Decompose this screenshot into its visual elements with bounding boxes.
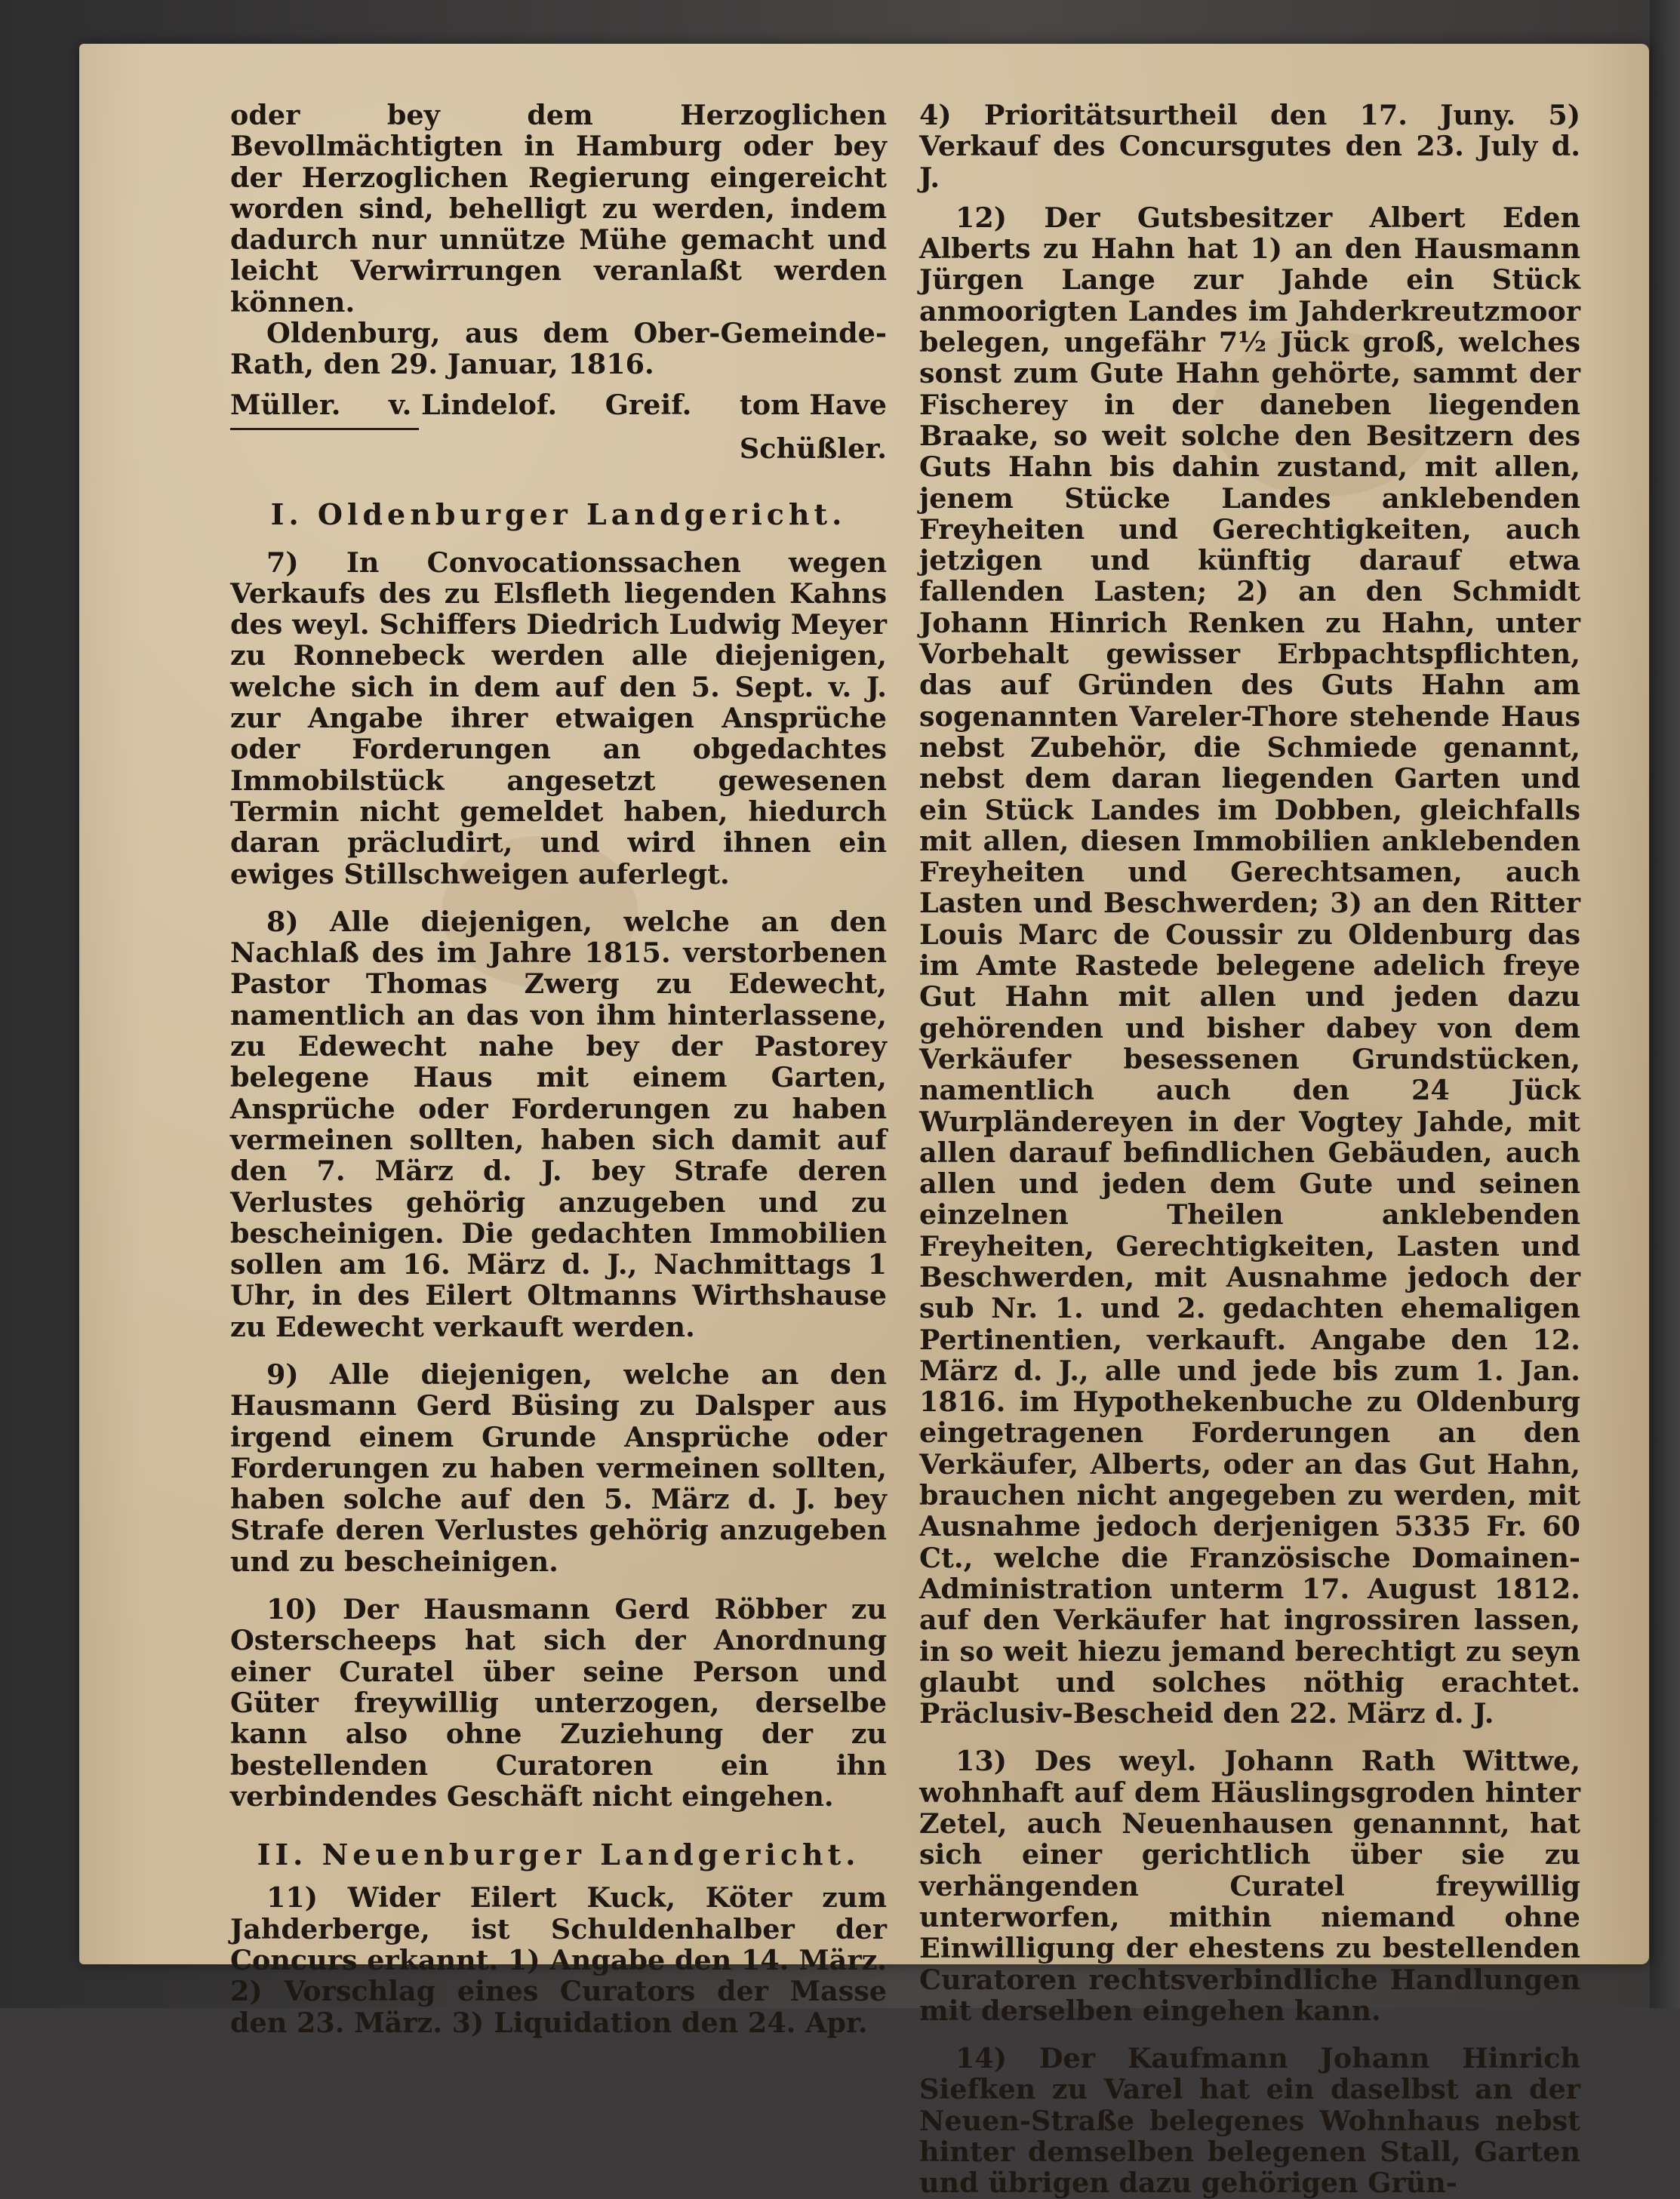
signer: Müller. bbox=[230, 388, 341, 421]
section-heading-2: II. Neuenburger Landgericht. bbox=[257, 1838, 860, 1872]
signer: Greif. bbox=[605, 388, 692, 421]
left-column bbox=[230, 100, 887, 2038]
notice-item-11: 11) Wider Eilert Kuck, Köter zum Jahderberge, ist Schuldenhalber der Concurs erkannt. 1) Angabe den 14. März. 2) Vorschlag eines Curators der Masse den 23. März. 3) Liquidation den 24. Apr. bbox=[230, 1881, 887, 2039]
scan-edge bbox=[1650, 0, 1680, 2008]
notice-item-14: 14) Der Kaufmann Johann Hinrich Siefken zu Varel hat ein daselbst an der Neuen-Straße belegenes Wohnhaus nebst hinter demselben belegenen Stall, Garten und übrigen dazu gehörigen Grün- bbox=[919, 2042, 1580, 2199]
right-column bbox=[919, 100, 1580, 2199]
dateline: Oldenburg, aus dem Ober-Gemeinde-Rath, den 29. Januar, 1816. bbox=[230, 317, 887, 381]
signers-row bbox=[230, 389, 887, 420]
notice-item-8: 8) Alle diejenigen, welche an den Nachlaß des im Jahre 1815. verstorbenen Pastor Thomas Zwerg zu Edewecht, namentlich an das von ihm hinterlassene, zu Edewecht nahe bey der Pastorey belegene Haus mit einem Garten, Ansprüche oder Forderungen zu haben vermeinen sollten, haben sich damit auf den 7. März d. J. bey Strafe deren Verlustes gehörig anzugeben und zu bescheinigen. Die gedachten Immobilien sollen am 16. März d. J., Nachmittags 1 Uhr, in des Eilert Oltmanns Wirthshause zu Edewecht verkauft werden. bbox=[230, 905, 887, 1343]
signer: v. Lindelof. bbox=[389, 388, 558, 421]
notice-item-7: 7) In Convocationssachen wegen Verkaufs des zu Elsfleth liegenden Kahns des weyl. Schiffers Diedrich Ludwig Meyer zu Ronnebeck werden alle diejenigen, welche sich in dem auf den 5. Sept. v. J. zur Angabe ihrer etwaigen Ansprüche oder Forderungen an obgedachtes Immobilstück angesetzt gewesenen Termin nicht gemeldet haben, hiedurch daran präcludirt, und wird ihnen ein ewiges Stillschweigen auferlegt. bbox=[230, 546, 887, 890]
signer-below: Schüßler. bbox=[739, 432, 887, 465]
signature-rule bbox=[230, 428, 419, 430]
opening-paragraph: oder bey dem Herzoglichen Bevollmächtigten in Hamburg oder bey der Herzoglichen Regierung eingereicht worden sind, behelligt zu werden, indem dadurch nur unnütze Mühe gemacht und leicht Verwirrungen veranlaßt werden können. bbox=[230, 99, 887, 318]
notice-item-12: 12) Der Gutsbesitzer Albert Eden Alberts zu Hahn hat 1) an den Hausmann Jürgen Lange zur Jahde ein Stück anmoorigten Landes im Jahderkreutzmoor belegen, ungefähr 7½ Jück groß, welches sonst zum Gute Hahn gehörte, sammt der Fischerey in der daneben liegenden Braake, so weit solche den Besitzern des Guts Hahn bis dahin zustand, mit allen, jenem Stücke Landes anklebenden Freyheiten und Gerechtigkeiten, auch jetzigen und künftig darauf etwa fallenden Lasten; 2) an den Schmidt Johann Hinrich Renken zu Hahn, unter Vorbehalt gewisser Erbpachtspflichten, das auf Gründen des Guts Hahn am sogenannten Vareler-Thore stehende Haus nebst Zubehör, die Schmiede genannt, nebst dem daran liegenden Garten und ein Stück Landes im Dobben, gleichfalls mit allen, diesen Immobilien anklebenden Freyheiten und Gerechtsamen, auch Lasten und Beschwerden; 3) an den Ritter Louis Marc de Coussir zu Oldenburg das im Amte Rastede belegene adelich freye Gut Hahn mit allen und jeden dazu gehörenden und bisher dabey von dem Verkäufer besessenen Grundstücken, namentlich auch den 24 Jück Wurpländereyen in der Vogtey Jahde, mit allen darauf befindlichen Gebäuden, auch allen und jeden dem Gute und seinen einzelnen Theilen anklebenden Freyheiten, Gerechtigkeiten, Lasten und Beschwerden, mit Ausnahme jedoch der sub Nr. 1. und 2. gedachten ehemaligen Pertinentien, verkauft. Angabe den 12. März d. J., alle und jede bis zum 1. Jan. 1816. im Hypothekenbuche zu Oldenburg eingetragenen Forderungen an den Verkäufer, Alberts, oder an das Gut Hahn, brauchen nicht angegeben zu werden, mit Ausnahme jedoch derjenigen 5335 Fr. 60 Ct., welche die Französische Domainen-Administration unterm 17. August 1812. auf den Verkäufer hat ingrossiren lassen, in so weit hiezu jemand berechtigt zu seyn glaubt und solches nöthig erachtet. Präclusiv-Bescheid den 22. März d. J. bbox=[919, 201, 1580, 1730]
signer: tom Have bbox=[739, 388, 887, 421]
notice-item-13: 13) Des weyl. Johann Rath Wittwe, wohnhaft auf dem Häuslingsgroden hinter Zetel, auch Neuenhausen genannnt, hat sich einer gerichtlich über sie zu verhängenden Curatel freywillig unterworfen, mithin niemand ohne Einwilligung der ehestens zu bestellenden Curatoren rechtsverbindliche Handlungen mit derselben eingehen kann. bbox=[919, 1745, 1580, 2027]
notice-item-11-continuation: 4) Prioritätsurtheil den 17. Juny. 5) Verkauf des Concursgutes den 23. July d. J. bbox=[919, 99, 1580, 194]
notice-item-10: 10) Der Hausmann Gerd Röbber zu Osterscheeps hat sich der Anordnung einer Curatel über seine Person und Güter freywillig unterzogen, derselbe kann also ohne Zuziehung der zu bestellenden Curatoren ein ihn verbindendes Geschäft nicht eingehen. bbox=[230, 1593, 887, 1813]
notice-item-9: 9) Alle diejenigen, welche an den Hausmann Gerd Büsing zu Dalsper aus irgend einem Grunde Ansprüche oder Forderungen zu haben vermeinen sollten, haben solche auf den 5. März d. J. bey Strafe deren Verlustes gehörig anzugeben und zu bescheinigen. bbox=[230, 1358, 887, 1578]
section-heading-1: I. Oldenburger Landgericht. bbox=[270, 497, 847, 532]
